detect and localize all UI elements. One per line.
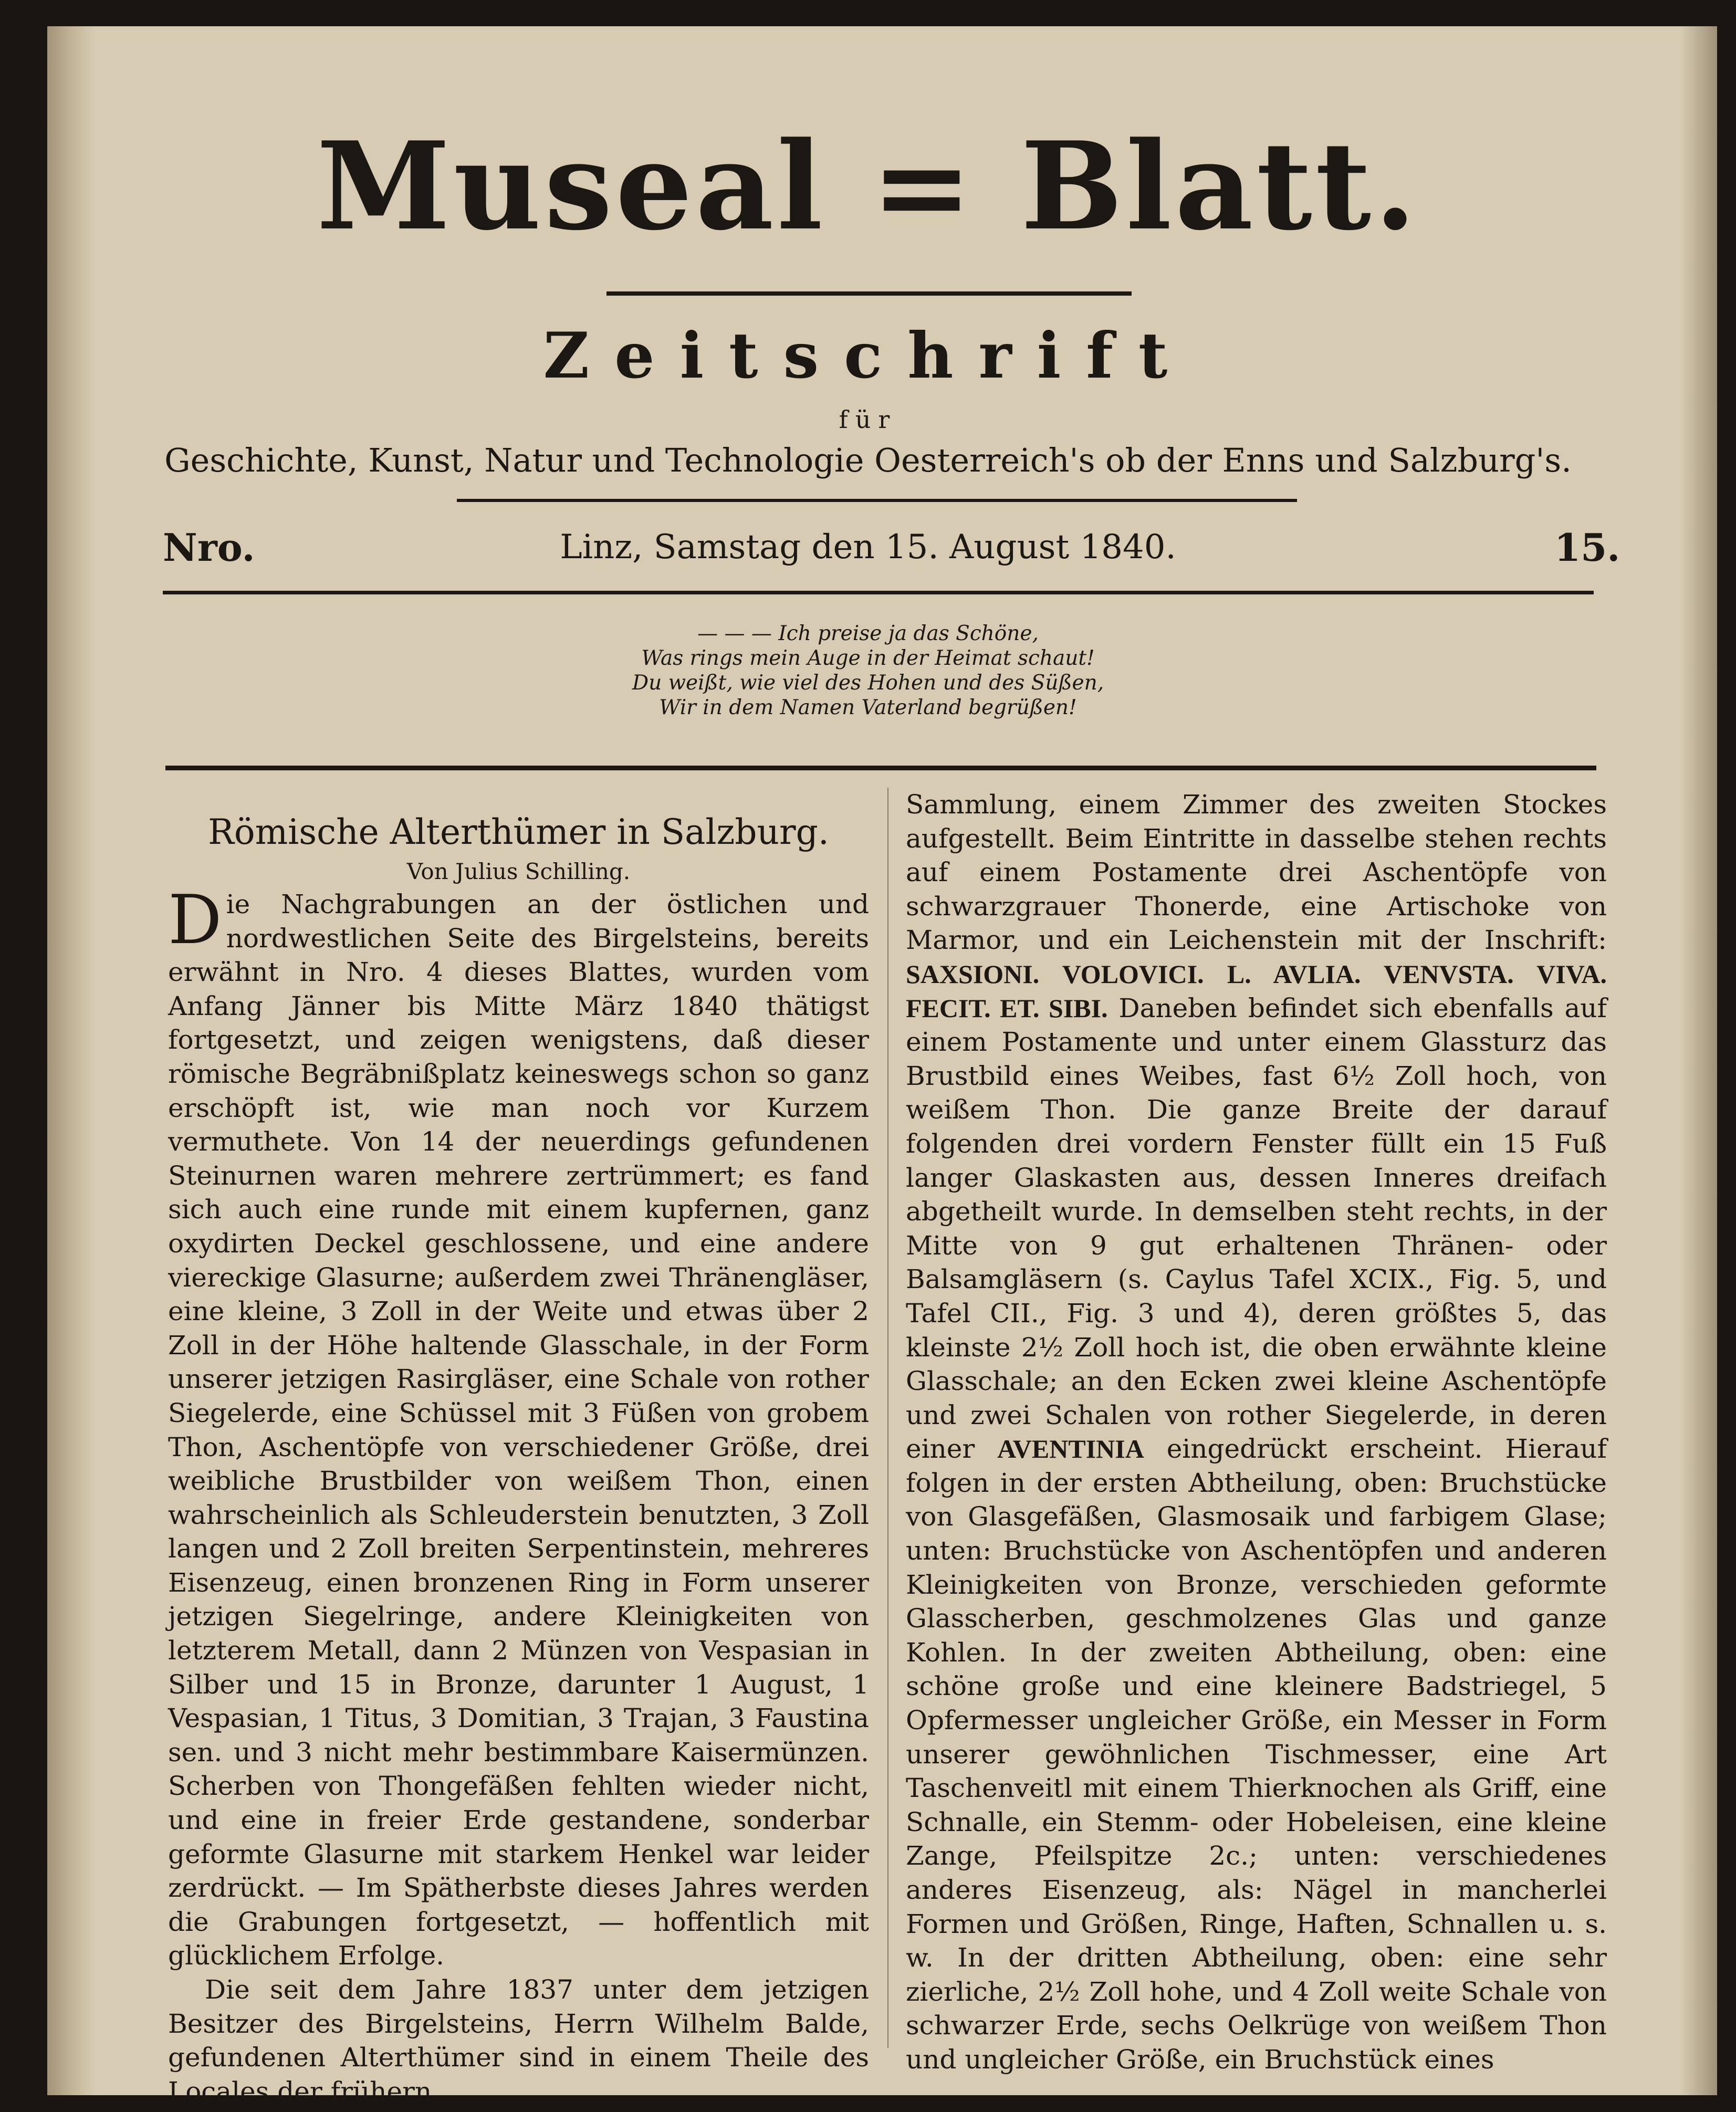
column-divider [887, 788, 888, 2048]
epigraph-line: Was rings mein Auge in der Heimat schaut! [641, 646, 1095, 670]
issue-number: 15. [1554, 525, 1620, 570]
inscription-text: SAXSIONI. VOLOVICI. L. AVLIA. VENVSTA. VIVA. FECIT. ET. SIBI. [906, 959, 1607, 1023]
article-paragraph-2: Die seit dem Jahre 1837 unter dem jetzigen Besitzer des Birgelsteins, Herrn Wilhelm Balde, gefundenen Alterthümer sind in einem Theile des Locales der frühern [168, 1974, 869, 2107]
epigraph-rule [165, 766, 1596, 770]
epigraph-line: — — — Ich preise ja das Schöne, [697, 622, 1039, 645]
paragraph-1-text: ie Nachgrabungen an der östlichen und nordwestlichen Seite des Birgelsteins, bereits erwähnt in Nro. 4 dieses Blattes, wurden vom Anfang Jänner bis Mitte März 1840 thätigst fortgesetzt, und zeigen wenigstens, daß dieser römische Begräbnißplatz keineswegs schon so ganz erschöpft ist, wie man noch vor Kurzem vermuthete. Von 14 der neuerdings gefundenen Steinurnen waren mehrere zertrümmert; es fand sich auch eine runde mit einem kupfernen, ganz oxydirten Deckel geschlossene, und eine andere viereckige Glasurne; außerdem zwei Thränengläser, eine kleine, 3 Zoll in der Weite und etwas über 2 Zoll in der Höhe haltende Glasschale, in der Form unserer jetzigen Rasirgläser, eine Schale von rother Siegelerde, eine Schüssel mit 3 Füßen von grobem Thon, Aschentöpfe von verschiedener Größe, drei weibliche Brustbilder von weißem Thon, einen wahrscheinlich als Schleuderstein benutzten, 3 Zoll langen und 2 Zoll breiten Serpentinstein, mehreres Eisenzeug, einen bronzenen Ring in Form unserer jetzigen Siegelringe, andere Kleinigkeiten von letzterem Metall, dann 2 Münzen von Vespasian in Silber und 15 in Bronze, darunter 1 August, 1 Vespasian, 1 Titus, 3 Domitian, 3 Trajan, 3 Faustina sen. und 3 nicht mehr bestimmbare Kaisermünzen. Scherben von Thongefäßen fehlten wieder nicht, und eine in freier Erde gestandene, sonderbar geformte Glasurne mit starkem Henkel war leider zerdrückt. — Im Spätherbste dieses Jahres werden die Grabungen fortgesetzt, — hoffentlich mit glücklichem Erfolge. [168, 889, 869, 1971]
drop-cap: D [168, 881, 222, 959]
masthead-subtitle: Zeitschrift [543, 319, 1193, 393]
issue-nro-label: Nro. [163, 525, 255, 570]
masthead-rule [606, 291, 1132, 296]
issue-dateline: Linz, Samstag den 15. August 1840. [560, 528, 1176, 567]
paragraph-3a-text: Sammlung, einem Zimmer des zweiten Stockes aufgestellt. Beim Eintritte in dasselbe stehen rechts auf einem Postamente drei Aschentöpfe von schwarzgrauer Thonerde, eine Artischoke von Marmor, und ein Leichenstein mit der Inschrift: [906, 789, 1607, 956]
article-byline: Von Julius Schilling. [406, 859, 631, 884]
masthead-fields: Geschichte, Kunst, Natur und Technologie Oesterreich's ob der Enns und Salzburg's. [164, 441, 1572, 479]
fields-rule [457, 499, 1297, 502]
epigraph [0, 621, 1736, 720]
dateline-rule [163, 591, 1594, 594]
article-paragraph-3 [906, 788, 1607, 2077]
paragraph-3b-text: Daneben befindet sich ebenfalls auf einem Postamente und unter einem Glassturz das Brustbild eines Weibes, fast 6½ Zoll hoch, von weißem Thon. Die ganze Breite der darauf folgenden drei vordern Fenster füllt ein 15 Fuß langer Glaskasten aus, dessen Inneres dreifach abgetheilt wurde. In demselben steht rechts, in der Mitte von 9 gut erhaltenen Thränen- oder Balsamgläsern (s. Caylus Tafel XCIX., Fig. 5, und Tafel CII., Fig. 3 und 4), deren größtes 5, das kleinste 2½ Zoll hoch ist, die oben erwähnte kleine Glasschale; an den Ecken zwei kleine Aschentöpfe und zwei Schalen von rother Siegelerde, in deren einer [906, 992, 1607, 1465]
masthead-title: Museal = Blatt. [316, 116, 1420, 257]
aventinia-text: AVENTINIA [997, 1434, 1144, 1464]
article-paragraph-1 [168, 881, 869, 1973]
paragraph-3c-text: eingedrückt erscheint. Hierauf folgen in der ersten Abtheilung, oben: Bruchstücke von Glasgefäßen, Glasmosaik und farbigem Glase; unten: Bruchstücke von Aschentöpfen und anderen Kleinigkeiten von Bronze, verschieden geformte Glasscherben, geschmolzenes Glas und ganze Kohlen. In der zweiten Abtheilung, oben: eine schöne große und eine kleinere Badstriegel, 5 Opfermesser ungleicher Größe, ein Messer in Form unserer gewöhnlichen Tischmesser, eine Art Taschenveitl mit einem Thierknochen als Griff, eine Schnalle, ein Stemm- oder Hobeleisen, eine kleine Zange, Pfeilspitze 2c.; unten: verschiedenes anderes Eisenzeug, als: Nägel in mancherlei Formen und Größen, Ringe, Haften, Schnallen u. s. w. In der dritten Abtheilung, oben: eine sehr zierliche, 2½ Zoll hohe, und 4 Zoll weite Schale von schwarzer Erde, sechs Oelkrüge von weißem Thon und ungleicher Größe, ein Bruchstück eines [906, 1434, 1607, 2075]
article-column-right [906, 788, 1607, 2077]
epigraph-line: Wir in dem Namen Vaterland begrüßen! [659, 696, 1077, 719]
masthead-fuer: für [839, 405, 897, 434]
article-title: Römische Alterthümer in Salzburg. [208, 812, 829, 852]
epigraph-line: Du weißt, wie viel des Hohen und des Süßen, [632, 671, 1104, 695]
article-column-left [168, 809, 869, 2108]
